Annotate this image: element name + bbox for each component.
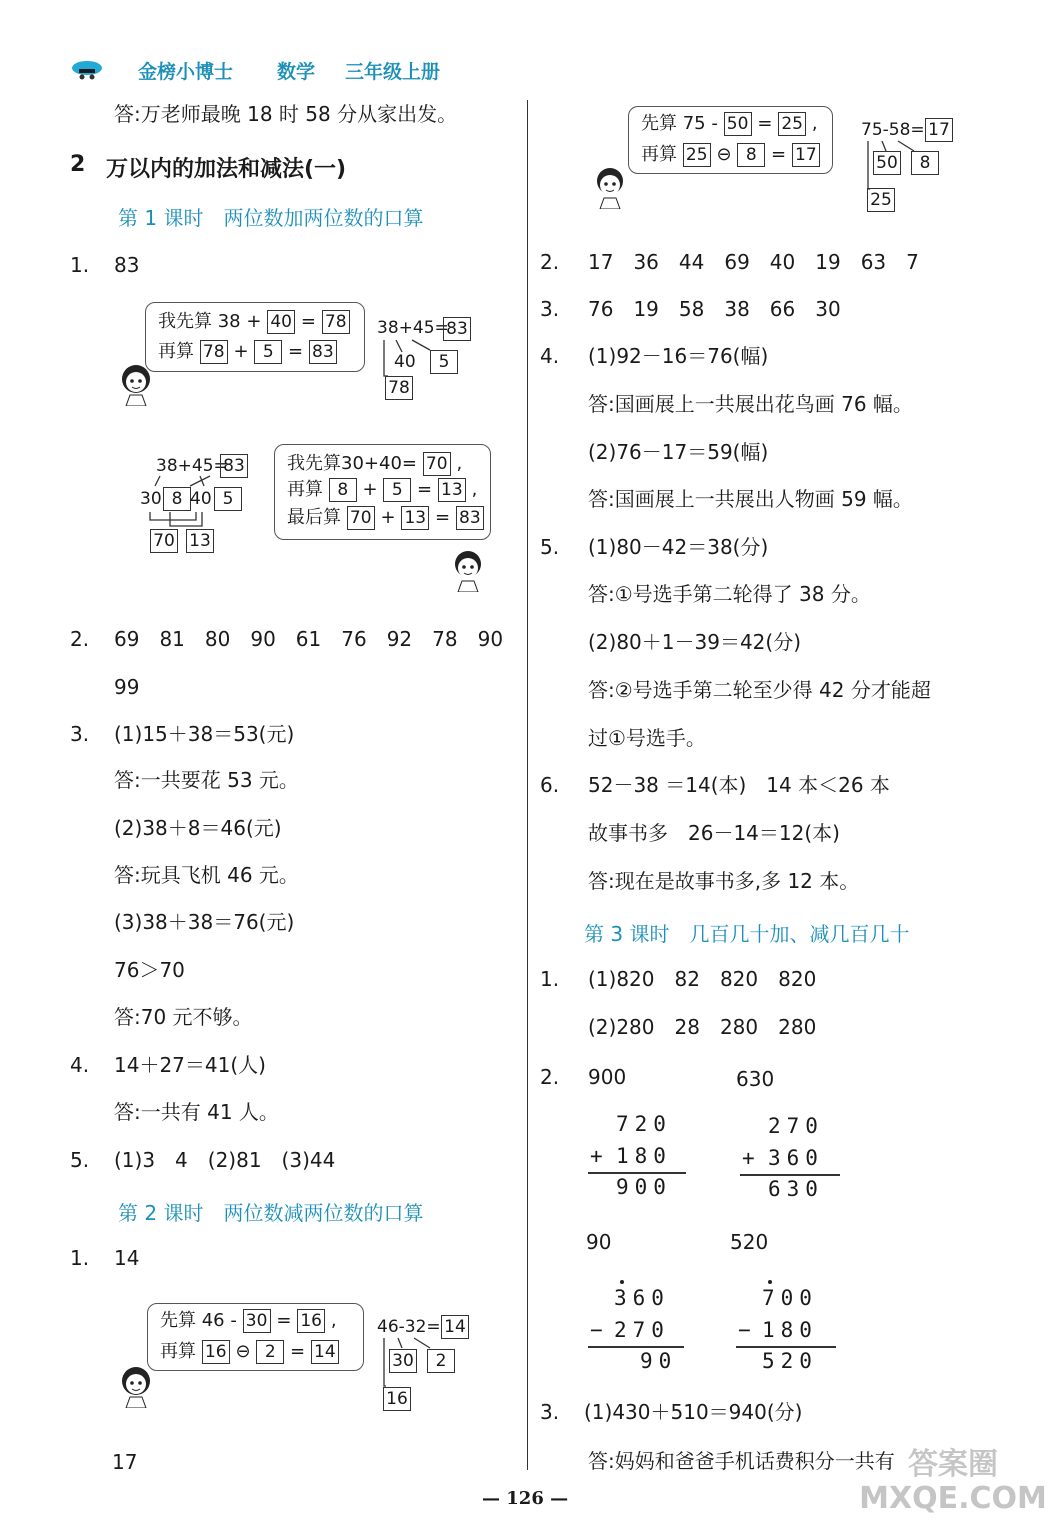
l-q2-more: 99 [114,675,140,699]
d2-a: 30 [140,489,162,509]
l3-q3-num: 3. [540,1400,560,1424]
text: + [380,507,396,528]
text: = [771,144,787,165]
lesson-2-title: 第 2 课时 两位数减两位数的口算 [118,1201,424,1225]
d2-c: 40 [190,489,212,509]
l-q3-line: (1)15＋38＝53(元) [114,722,295,746]
text: 先算 75 - [641,113,718,134]
l-q4-line: 14＋27＝41(人) [114,1053,266,1077]
l-q3-line: 76＞70 [114,958,185,982]
header-subject: 数学 [277,61,316,83]
d3-a-box: 30 [389,1349,417,1373]
answer-box: 70 [423,452,451,476]
d3-b-box: 2 [427,1349,455,1373]
speech-bubble-4 [628,106,833,174]
v4-mid: 180 [762,1318,818,1342]
v3-result: 90 [640,1349,678,1373]
speech-bubble-1 [145,302,365,372]
l-q2-num: 2. [70,627,90,651]
text: 再算 [641,144,677,165]
d2-d-box: 5 [214,487,242,511]
v4-result: 520 [762,1349,818,1373]
column-divider [527,100,528,1470]
v1-mid: 180 [616,1144,672,1168]
answer-box: 16 [297,1309,325,1333]
answer-box: 83 [456,506,484,530]
lesson-1-title: 第 1 课时 两位数加两位数的口算 [118,206,424,230]
text: + [362,479,378,500]
v4-rule [736,1346,836,1348]
lesson-3-title: 第 3 课时 几百几十加、减几百几十 [584,922,910,946]
r-q6-num: 6. [540,773,560,797]
answer-box: 30 [243,1309,271,1333]
text: , [456,453,463,474]
section-number: 2 [70,152,86,177]
text: = [435,507,451,528]
d4-b-box: 8 [911,151,939,175]
d3-expr: 46-32= [377,1317,441,1337]
l3-q1-line: (1)820 82 820 820 [588,967,817,991]
v3-mid: 270 [614,1318,670,1342]
text: 再算 [158,341,194,362]
d2-result-box: 83 [220,454,248,478]
answer-box: 5 [383,478,411,502]
text: + [233,341,249,362]
l-q4-line: 答:一共有 41 人。 [114,1100,279,1124]
v3-op: − [590,1318,609,1342]
d2-f-box: 13 [186,529,214,553]
d2-b-box: 8 [163,487,191,511]
l-q4-num: 4. [70,1053,90,1077]
answer-box: 8 [737,143,765,167]
d4-expr: 75-58= [861,120,925,140]
v2-result: 630 [768,1177,824,1201]
d4-result-box: 17 [925,118,953,142]
v2-top: 270 [768,1114,824,1138]
v3-answer: 90 [586,1230,612,1254]
page-number: — 126 — [482,1488,569,1509]
v2-mid: 360 [768,1146,824,1170]
text: , [330,1310,337,1331]
l2-q1-num: 1. [70,1246,90,1270]
l-bottom-val: 17 [112,1450,138,1474]
v2-answer: 630 [736,1067,775,1091]
answer-box: 70 [347,506,375,530]
r-q4-line: 答:国画展上一共展出人物画 59 幅。 [588,487,913,511]
answer-box: 83 [309,340,337,364]
v1-result: 900 [616,1175,672,1199]
text: 再算 [287,479,323,500]
l-q3-line: 答:70 元不够。 [114,1005,253,1029]
answer-box: 13 [438,478,466,502]
l-q2-vals: 69 81 80 90 61 76 92 78 90 [114,627,504,651]
cartoon-girl-icon [116,362,156,410]
v2-op: + [742,1146,761,1170]
r-q3-num: 3. [540,297,560,321]
cartoon-boy-icon [448,548,488,596]
answer-box: 17 [792,143,820,167]
borrow-dot [768,1280,772,1284]
l3-q3-line: (1)430＋510＝940(分) [584,1400,803,1424]
d4-c-box: 25 [867,188,895,212]
v4-answer: 520 [730,1230,769,1254]
d4-a-box: 50 [873,151,901,175]
text: = [300,311,316,332]
l3-q3-line: 答:妈妈和爸爸手机话费积分一共有 [588,1449,895,1473]
answer-box: 16 [202,1340,230,1364]
d3-connector-lines [378,1334,448,1394]
text: = [288,341,304,362]
cartoon-boy-icon [590,165,630,213]
d2-e-box: 70 [150,529,178,553]
text: 我先算30+40= [287,453,417,474]
r-q4-line: 答:国画展上一共展出花鸟画 76 幅。 [588,392,913,416]
d1-connector-lines [378,336,448,382]
r-q5-num: 5. [540,535,560,559]
l2-q1-val: 14 [114,1246,140,1270]
r-q4-line: (1)92－16＝76(幅) [588,344,769,368]
answer-box: 8 [329,478,357,502]
answer-box: 13 [401,506,429,530]
d1-expr: 38+45= [377,318,449,338]
d2-connector-lines [140,474,250,534]
text: 先算 46 - [160,1310,237,1331]
cartoon-girl-icon [116,1364,156,1412]
l-q3-num: 3. [70,722,90,746]
d1-sum-box: 78 [385,376,413,400]
l3-q2-num: 2. [540,1065,560,1089]
d1-split-a: 40 [394,352,416,372]
text: 我先算 38 + [158,311,262,332]
r-q6-line: 故事书多 26－14＝12(本) [588,821,840,845]
r-q5-line: 答:①号选手第二轮得了 38 分。 [588,582,871,606]
v3-top: 360 [614,1286,670,1310]
text: ⊖ [235,1341,251,1362]
l-q5-num: 5. [70,1148,90,1172]
borrow-dot [620,1280,624,1284]
r-q5-line: (1)80－42＝38(分) [588,535,769,559]
answer-box: 14 [311,1340,339,1364]
d2-expr: 38+45= [156,456,228,476]
v3-rule [588,1346,684,1348]
answer-box: 40 [267,310,295,334]
answer-box: 78 [200,340,228,364]
speech-bubble-2 [274,444,491,540]
answer-box: 25 [778,112,806,136]
answer-box: 50 [724,112,752,136]
answer-box: 78 [322,310,350,334]
v1-top: 720 [616,1112,672,1136]
text: 最后算 [287,507,341,528]
l-q3-line: 答:玩具飞机 46 元。 [114,863,299,887]
r-q6-line: 52－38 ＝14(本) 14 本＜26 本 [588,773,890,797]
header-logo-icon [70,56,104,86]
speech-bubble-3 [147,1303,364,1371]
l-q3-line: 答:一共要花 53 元。 [114,768,299,792]
left-top-answer: 答:万老师最晚 18 时 58 分从家出发。 [114,102,458,126]
r-q2-num: 2. [540,250,560,274]
section-title: 万以内的加法和减法(一) [106,157,347,182]
d4-connector-lines [862,137,932,197]
r-q5-line: 过①号选手。 [588,726,706,750]
answer-box: 25 [683,143,711,167]
r-q4-line: (2)76－17＝59(幅) [588,440,769,464]
v2-rule [740,1174,840,1176]
answer-box: 5 [254,340,282,364]
l-q5-line: (1)3 4 (2)81 (3)44 [114,1148,336,1172]
r-q2-vals: 17 36 44 69 40 19 63 7 [588,250,919,274]
r-q5-line: (2)80＋1－39＝42(分) [588,630,802,654]
text: = [417,479,433,500]
d3-result-box: 14 [441,1315,469,1339]
v1-op: + [590,1144,609,1168]
v4-op: − [738,1318,757,1342]
r-q5-line: 答:②号选手第二轮至少得 42 分才能超 [588,678,931,702]
r-q3-vals: 76 19 58 38 66 30 [588,297,841,321]
l3-q1-line: (2)280 28 280 280 [588,1015,817,1039]
l3-q1-num: 1. [540,967,560,991]
text: = [757,113,773,134]
text: = [290,1341,306,1362]
l-q1-val: 83 [114,253,140,277]
l-q3-line: (2)38＋8＝46(元) [114,816,282,840]
watermark: 答案圈 MXQE.COM [859,1447,1047,1516]
text: 再算 [160,1341,196,1362]
text: , [811,113,818,134]
text: , [471,479,478,500]
l-q3-line: (3)38＋38＝76(元) [114,910,295,934]
text: = [276,1310,292,1331]
r-q6-line: 答:现在是故事书多,多 12 本。 [588,869,860,893]
header-brand: 金榜小博士 [138,61,234,83]
d3-c-box: 16 [383,1387,411,1411]
text: ⊖ [716,144,732,165]
answer-box: 2 [256,1340,284,1364]
l-q1-num: 1. [70,253,90,277]
v1-answer: 900 [588,1065,627,1089]
v4-top: 700 [762,1286,818,1310]
d1-split-b-box: 5 [430,350,458,374]
r-q4-num: 4. [540,344,560,368]
d1-result-box: 83 [443,317,471,341]
v1-rule [588,1172,686,1174]
header-grade: 三年级上册 [345,61,441,83]
